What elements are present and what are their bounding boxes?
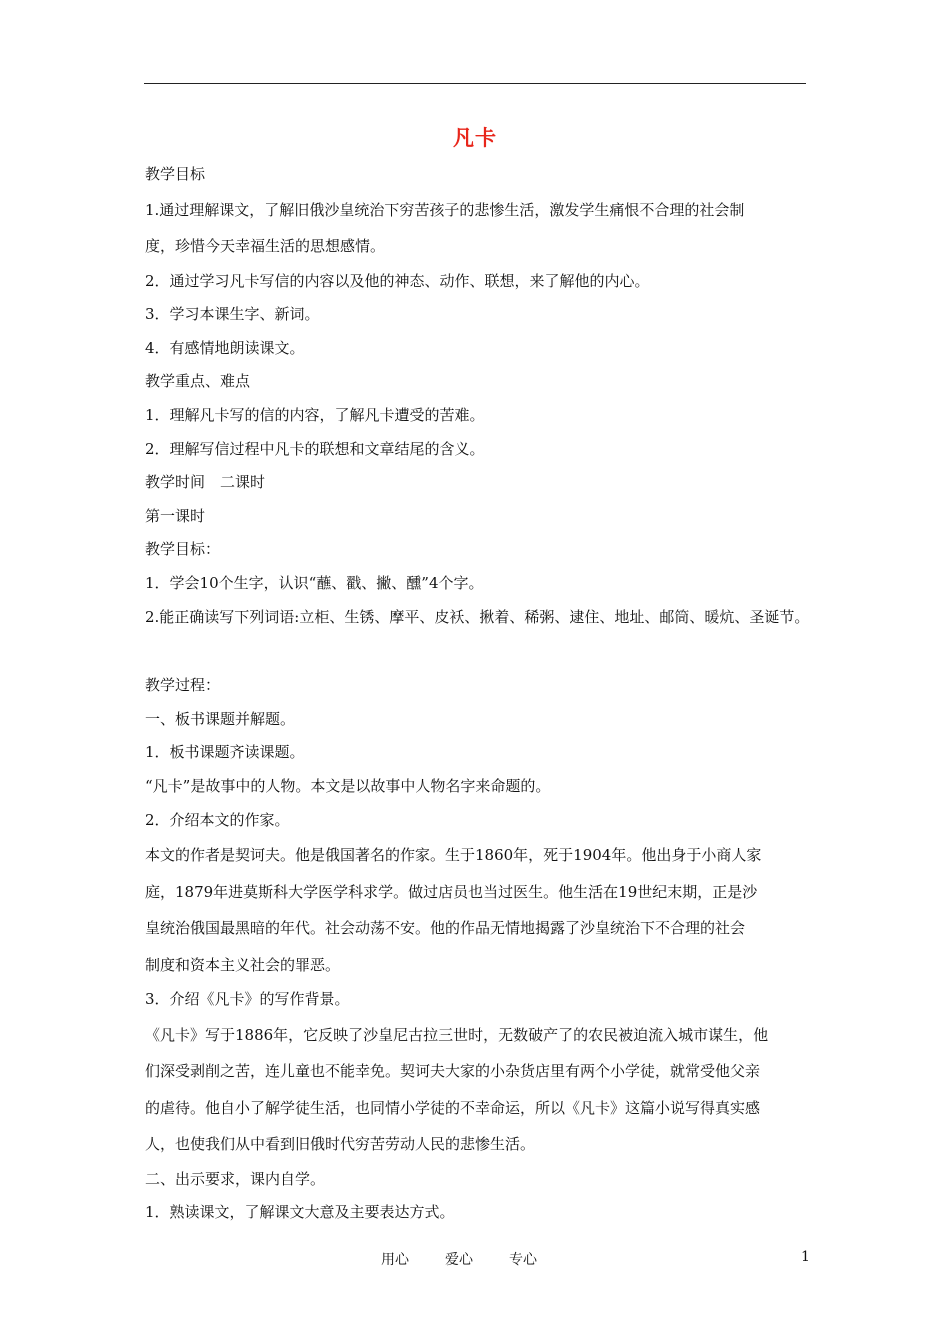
section-heading-process: 教学过程： xyxy=(145,676,221,695)
paragraph-line: 一、板书课题并解题。 xyxy=(145,709,296,728)
footer-motto xyxy=(381,1249,537,1269)
page-number: 1 xyxy=(801,1249,810,1265)
paragraph-line: 们深受剥削之苦，连儿童也不能幸免。契诃夫大家的小杂货店里有两个小学徒，就常受他父亲 xyxy=(145,1062,761,1081)
paragraph-line: 1．理解凡卡写的信的内容，了解凡卡遭受的苦难。 xyxy=(145,405,485,424)
paragraph-line: 制度和资本主义社会的罪恶。 xyxy=(145,955,341,974)
section-heading-key-points: 教学重点、难点 xyxy=(145,372,251,391)
paragraph-line: 1．学会10个生字，认识“蘸、戳、撇、醺”4个字。 xyxy=(145,573,484,592)
paragraph-line: 2．理解写信过程中凡卡的联想和文章结尾的含义。 xyxy=(145,439,485,458)
paragraph-line: 3．介绍《凡卡》的写作背景。 xyxy=(145,990,350,1009)
paragraph-line: 本文的作者是契诃夫。他是俄国著名的作家。生于1860年，死于1904年。他出身于小商人家 xyxy=(145,846,762,865)
paragraph-line: 的虐待。他自小了解学徒生活，也同情小学徒的不幸命运，所以《凡卡》这篇小说写得真实感 xyxy=(145,1098,761,1117)
section-heading-lesson-objectives: 教学目标： xyxy=(145,540,221,559)
document-body xyxy=(145,158,810,1230)
paragraph-line: 《凡卡》写于1886年，它反映了沙皇尼古拉三世时，无数破产了的农民被迫流入城市谋生，他 xyxy=(145,1025,769,1044)
section-heading-time: 教学时间 二课时 xyxy=(145,473,266,492)
paragraph-line: 1.通过理解课文，了解旧俄沙皇统治下穷苦孩子的悲惨生活，激发学生痛恨不合理的社会制 xyxy=(145,200,745,219)
footer-motto-word: 专心 xyxy=(509,1252,537,1268)
paragraph-line: 1．板书课题齐读课题。 xyxy=(145,743,305,762)
paragraph-line: 庭，1879年进莫斯科大学医学科求学。做过店员也当过医生。他生活在19世纪末期，正是沙 xyxy=(145,882,758,901)
footer-motto-word: 爱心 xyxy=(445,1252,473,1268)
paragraph-line: 2．介绍本文的作家。 xyxy=(145,810,290,829)
paragraph-line: 2．通过学习凡卡写信的内容以及他的神态、动作、联想，来了解他的内心。 xyxy=(145,271,650,290)
paragraph-line: 度，珍惜今天幸福生活的思想感情。 xyxy=(145,237,386,256)
section-heading-objectives: 教学目标 xyxy=(145,165,206,183)
paragraph-line: “凡卡”是故事中的人物。本文是以故事中人物名字来命题的。 xyxy=(145,776,551,795)
paragraph-line: 2.能正确读写下列词语:立柜、生锈、摩平、皮袄、揪着、稀粥、逮住、地址、邮筒、暖炕、圣诞节。 xyxy=(145,607,810,626)
paragraph-line: 人，也使我们从中看到旧俄时代穷苦劳动人民的悲惨生活。 xyxy=(145,1135,536,1154)
section-heading-self-study: 二、出示要求，课内自学。 xyxy=(145,1169,326,1188)
header-rule xyxy=(144,83,806,84)
document-title: 凡卡 xyxy=(453,126,497,150)
paragraph-line: 1．熟读课文，了解课文大意及主要表达方式。 xyxy=(145,1203,455,1222)
section-heading-first-lesson: 第一课时 xyxy=(145,506,206,525)
paragraph-line: 皇统治俄国最黑暗的年代。社会动荡不安。他的作品无情地揭露了沙皇统治下不合理的社会 xyxy=(145,919,746,938)
paragraph-line: 4．有感情地朗读课文。 xyxy=(145,338,305,357)
footer-motto-word: 用心 xyxy=(381,1252,409,1268)
blank-line xyxy=(145,634,810,669)
paragraph-line: 3．学习本课生字、新词。 xyxy=(145,305,320,324)
